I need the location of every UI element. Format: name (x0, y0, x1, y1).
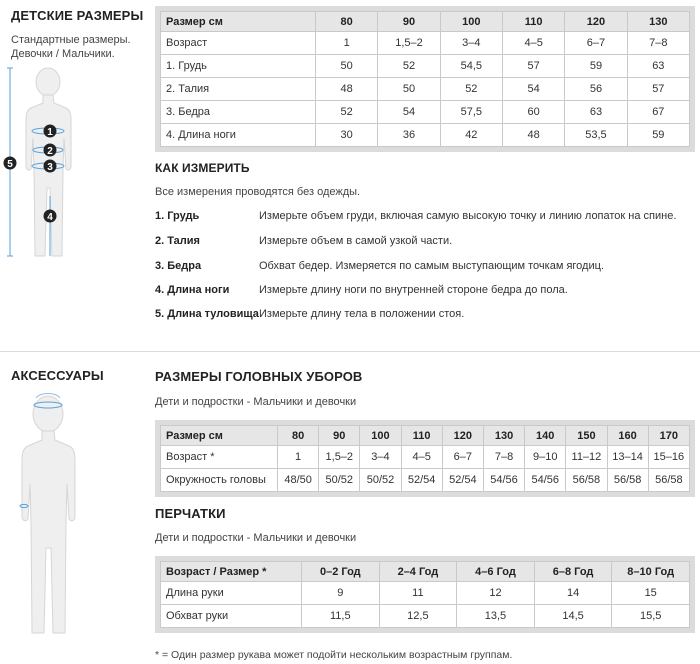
measure-description: Измерьте длину ноги по внутренней стороне бедра до пола. (259, 284, 568, 296)
table-row (161, 32, 690, 55)
table-cell: 52 (378, 55, 440, 78)
measure-label: 1. Грудь (155, 210, 200, 222)
headwear-table-header: 140 (525, 426, 566, 446)
kids-table-header: 120 (565, 12, 627, 32)
headwear-table-header: Размер см (161, 426, 278, 446)
gloves-table-header: 4–6 Год (457, 562, 535, 582)
gloves-subtitle: Дети и подростки - Мальчики и девочки (155, 532, 357, 544)
table-cell: 3–4 (360, 446, 401, 469)
table-cell: 3–4 (440, 32, 502, 55)
gloves-table-header: 6–8 Год (534, 562, 612, 582)
gloves-table-header: 0–2 Год (302, 562, 380, 582)
measure-description: Измерьте длину тела в положении стоя. (259, 308, 465, 320)
table-cell: 1 (316, 32, 378, 55)
table-cell: 9–10 (525, 446, 566, 469)
kids-table-header: Размер см (161, 12, 316, 32)
table-cell: 67 (627, 101, 689, 124)
table-cell: 1,5–2 (378, 32, 440, 55)
gloves-title: ПЕРЧАТКИ (155, 506, 226, 521)
table-cell: 54 (502, 78, 564, 101)
headwear-size-table (155, 420, 695, 497)
table-cell: Возраст * (161, 446, 278, 469)
svg-text:4: 4 (47, 212, 53, 223)
table-cell: 63 (627, 55, 689, 78)
table-cell: 50/52 (319, 469, 360, 492)
table-cell: 57 (627, 78, 689, 101)
table-cell: 14,5 (534, 605, 612, 628)
headwear-subtitle: Дети и подростки - Мальчики и девочки (155, 396, 357, 408)
table-cell: Окружность головы (161, 469, 278, 492)
table-cell: 6–7 (565, 32, 627, 55)
section-divider (0, 351, 700, 352)
table-cell: Возраст (161, 32, 316, 55)
measure-description: Измерьте объем груди, включая самую высокую точку и линию лопаток на спине. (259, 210, 677, 222)
svg-text:5: 5 (7, 159, 13, 170)
table-cell: 56/58 (607, 469, 648, 492)
kids-size-table (155, 6, 695, 152)
marker-5-icon (3, 156, 17, 170)
svg-text:2: 2 (47, 146, 53, 157)
measure-label: 4. Длина ноги (155, 284, 230, 296)
footnote: * = Один размер рукава может подойти нескольким возрастным группам. (155, 649, 513, 661)
gloves-table-header: 2–4 Год (379, 562, 457, 582)
accessories-body-figure (0, 388, 80, 638)
table-row (161, 469, 690, 492)
table-row (161, 605, 690, 628)
accessories-title: АКСЕССУАРЫ (11, 368, 104, 383)
table-cell: 50/52 (360, 469, 401, 492)
table-cell: 57 (502, 55, 564, 78)
table-cell: 59 (565, 55, 627, 78)
how-to-measure-intro: Все измерения проводятся без одежды. (155, 186, 361, 198)
table-cell: 52 (440, 78, 502, 101)
table-cell: 56/58 (648, 469, 689, 492)
measure-label: 2. Талия (155, 235, 200, 247)
table-cell: 48/50 (278, 469, 319, 492)
marker-2-icon (43, 143, 57, 157)
table-cell: 9 (302, 582, 380, 605)
measure-description: Измерьте объем в самой узкой части. (259, 235, 453, 247)
table-cell: 4–5 (401, 446, 442, 469)
table-row (161, 101, 690, 124)
table-row (161, 582, 690, 605)
table-cell: 14 (534, 582, 612, 605)
table-cell: 4. Длина ноги (161, 124, 316, 147)
kids-table-header: 110 (502, 12, 564, 32)
table-cell: 7–8 (627, 32, 689, 55)
table-cell: 54,5 (440, 55, 502, 78)
measure-description: Обхват бедер. Измеряется по самым выступающим точкам ягодиц. (259, 260, 604, 272)
headwear-title: РАЗМЕРЫ ГОЛОВНЫХ УБОРОВ (155, 369, 363, 384)
table-cell: 52/54 (442, 469, 483, 492)
table-cell: 50 (316, 55, 378, 78)
headwear-table-header: 120 (442, 426, 483, 446)
measure-label: 5. Длина туловища (155, 308, 259, 320)
table-cell: 48 (316, 78, 378, 101)
headwear-table-header: 80 (278, 426, 319, 446)
table-cell: 1. Грудь (161, 55, 316, 78)
headwear-table-header: 170 (648, 426, 689, 446)
table-cell: 6–7 (442, 446, 483, 469)
table-cell: 56 (565, 78, 627, 101)
table-cell: 48 (502, 124, 564, 147)
kids-sizes-title: ДЕТСКИЕ РАЗМЕРЫ (11, 8, 144, 23)
table-cell: 30 (316, 124, 378, 147)
gloves-size-table (155, 556, 695, 633)
table-cell: 52 (316, 101, 378, 124)
table-cell: 13–14 (607, 446, 648, 469)
table-cell: 59 (627, 124, 689, 147)
headwear-table-header: 150 (566, 426, 607, 446)
table-row (161, 78, 690, 101)
headwear-table-header: 90 (319, 426, 360, 446)
table-cell: 52/54 (401, 469, 442, 492)
table-cell: 11–12 (566, 446, 607, 469)
kids-table-header: 130 (627, 12, 689, 32)
how-to-measure-title: КАК ИЗМЕРИТЬ (155, 161, 250, 175)
table-cell: 4–5 (502, 32, 564, 55)
table-cell: 57,5 (440, 101, 502, 124)
table-cell: 54/56 (483, 469, 524, 492)
table-row (161, 124, 690, 147)
table-cell: 1 (278, 446, 319, 469)
table-cell: 12 (457, 582, 535, 605)
table-cell: 42 (440, 124, 502, 147)
table-cell: 1,5–2 (319, 446, 360, 469)
measure-label: 3. Бедра (155, 260, 202, 272)
svg-text:3: 3 (47, 162, 53, 173)
table-cell: 12,5 (379, 605, 457, 628)
kids-table-header: 100 (440, 12, 502, 32)
table-cell: 11 (379, 582, 457, 605)
marker-4-icon (43, 209, 57, 223)
headwear-table-header: 130 (483, 426, 524, 446)
kids-sizes-subtitle-2: Девочки / Мальчики. (11, 48, 115, 60)
table-row (161, 446, 690, 469)
marker-3-icon (43, 159, 57, 173)
gloves-table-header: Возраст / Размер * (161, 562, 302, 582)
table-cell: 54 (378, 101, 440, 124)
table-row (161, 55, 690, 78)
table-cell: 15 (612, 582, 690, 605)
kids-table-header: 90 (378, 12, 440, 32)
headwear-table-header: 100 (360, 426, 401, 446)
kids-table-header: 80 (316, 12, 378, 32)
kids-sizes-subtitle-1: Стандартные размеры. (11, 34, 131, 46)
table-cell: Обхват руки (161, 605, 302, 628)
headwear-table-header: 160 (607, 426, 648, 446)
table-cell: 13,5 (457, 605, 535, 628)
table-cell: 3. Бедра (161, 101, 316, 124)
table-cell: 11,5 (302, 605, 380, 628)
svg-text:1: 1 (47, 127, 53, 138)
table-cell: 50 (378, 78, 440, 101)
table-cell: 36 (378, 124, 440, 147)
table-cell: 15,5 (612, 605, 690, 628)
table-cell: 60 (502, 101, 564, 124)
table-cell: 15–16 (648, 446, 689, 469)
table-cell: 7–8 (483, 446, 524, 469)
marker-1-icon (43, 124, 57, 138)
headwear-table-header: 110 (401, 426, 442, 446)
gloves-table-header: 8–10 Год (612, 562, 690, 582)
table-cell: 54/56 (525, 469, 566, 492)
table-cell: 56/58 (566, 469, 607, 492)
table-cell: Длина руки (161, 582, 302, 605)
table-cell: 2. Талия (161, 78, 316, 101)
table-cell: 63 (565, 101, 627, 124)
table-cell: 53,5 (565, 124, 627, 147)
